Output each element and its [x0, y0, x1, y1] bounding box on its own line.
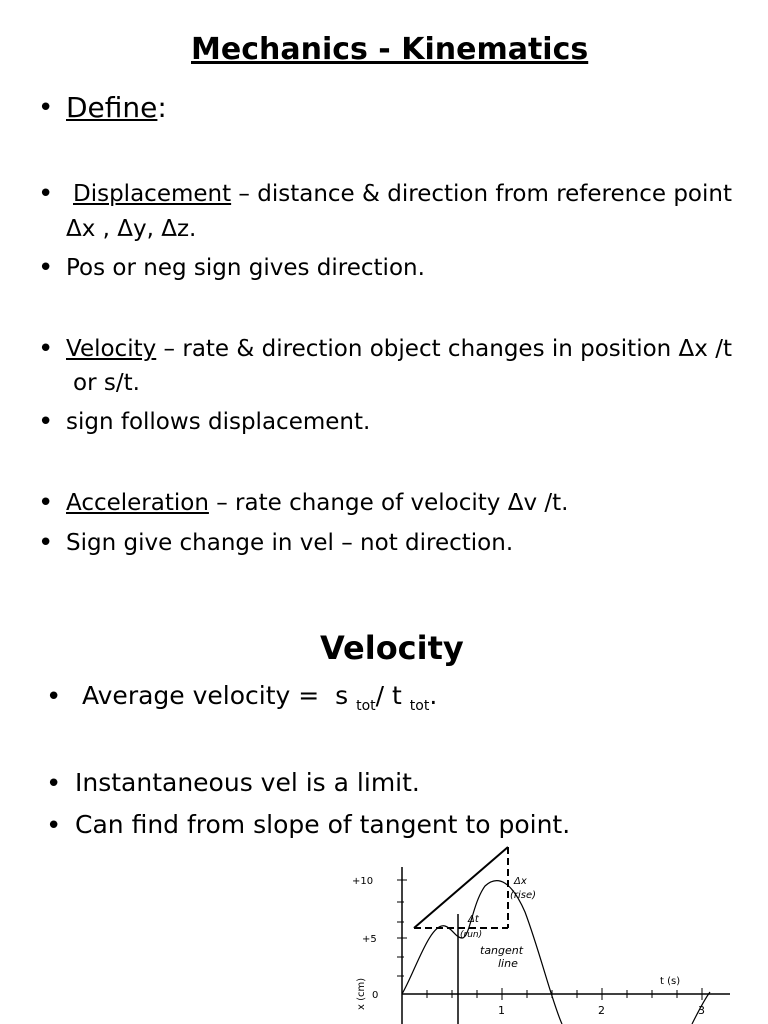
avg-sub-2: tot: [409, 698, 430, 714]
bullet: •: [46, 769, 62, 799]
bullet: •: [38, 334, 54, 364]
bullet: •: [38, 488, 54, 518]
velocity-term: Velocity: [66, 336, 157, 362]
avg-slash: / t: [375, 681, 402, 710]
x-tick-label: 2: [598, 1004, 605, 1017]
define-label: Define: [66, 91, 158, 124]
acceleration-text: – rate change of velocity Δv /t.: [208, 490, 569, 516]
bullet: •: [46, 682, 62, 712]
tangent-line: [414, 847, 508, 928]
sign-follows-text: sign follows displacement.: [66, 409, 371, 435]
line-label: line: [498, 957, 518, 970]
velocity-heading: Velocity: [320, 629, 464, 667]
avg-s: s: [335, 681, 349, 710]
acceleration-line: [66, 489, 568, 517]
dt-label: Δt: [468, 914, 479, 925]
run-label: (run): [460, 930, 483, 940]
y-axis-label: x (cm): [356, 977, 367, 1010]
velocity-cont: or s/t.: [73, 370, 140, 396]
displacement-line: [73, 180, 732, 208]
avg-label: Average velocity =: [82, 681, 320, 710]
bullet: •: [38, 93, 54, 123]
velocity-line: [66, 335, 732, 363]
velocity-text: – rate & direction object changes in position Δx /t: [156, 336, 732, 362]
x-tick-label: 3: [698, 1004, 705, 1017]
position-time-graph: [340, 842, 740, 1024]
avg-sub-1: tot: [356, 698, 376, 714]
x-tick-label: 1: [498, 1004, 505, 1017]
avg-end: .: [429, 681, 438, 710]
slide-title: Mechanics - Kinematics: [191, 32, 589, 67]
bullet: •: [38, 528, 54, 558]
bullet: •: [46, 811, 62, 841]
x-axis-label: t (s): [660, 976, 681, 987]
slope-text: Can find from slope of tangent to point.: [75, 810, 571, 839]
pos-neg-text: Pos or neg sign gives direction.: [66, 255, 425, 281]
acceleration-term: Acceleration: [66, 490, 209, 516]
rise-label: (rise): [510, 890, 537, 901]
y-tick-label: +5: [362, 934, 377, 945]
bullet: •: [38, 179, 54, 209]
average-velocity-line: [82, 680, 437, 722]
displacement-symbols: Δx , Δy, Δz.: [66, 216, 197, 242]
bullet: •: [38, 253, 54, 283]
displacement-text: – distance & direction from reference point: [231, 181, 732, 207]
bullet: •: [38, 407, 54, 437]
instantaneous-text: Instantaneous vel is a limit.: [75, 768, 420, 797]
sign-change-text: Sign give change in vel – not direction.: [66, 530, 514, 556]
tangent-label: tangent: [480, 944, 524, 957]
define-colon: :: [157, 91, 167, 124]
dx-label: Δx: [514, 876, 527, 887]
y-tick-label: 0: [372, 990, 379, 1001]
y-tick-label: +10: [352, 876, 374, 887]
define-line: [66, 92, 167, 124]
displacement-term: Displacement: [73, 181, 232, 207]
